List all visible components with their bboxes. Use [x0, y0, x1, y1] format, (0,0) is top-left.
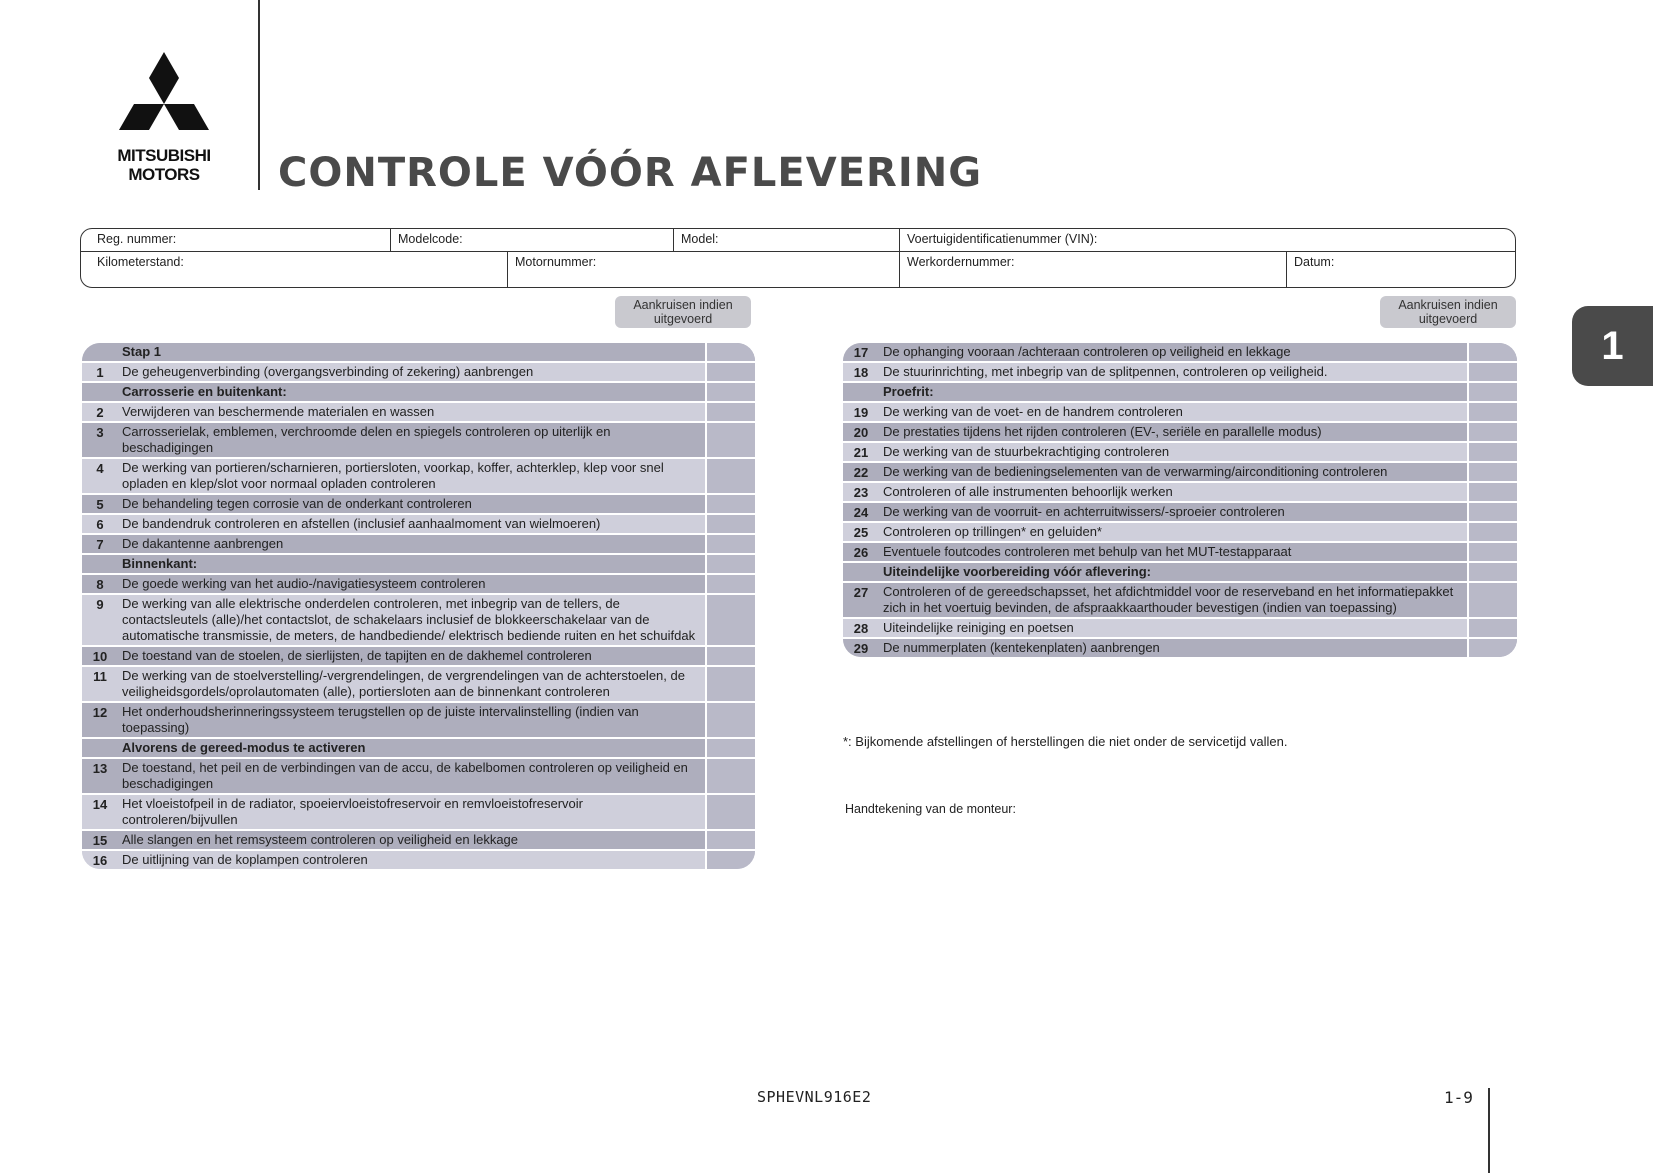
- checklist-item-text: Verwijderen van beschermende materialen en wassen: [122, 404, 435, 419]
- done-checkbox[interactable]: [705, 595, 755, 645]
- checklist-item-text: De bandendruk controleren en afstellen (inclusief aanhaalmoment van wielmoeren): [122, 516, 601, 531]
- checklist-item-text: Eventuele foutcodes controleren met behulp van het MUT-testapparaat: [883, 544, 1292, 559]
- model-code-field[interactable]: Modelcode:: [398, 232, 463, 246]
- done-checkbox[interactable]: [705, 647, 755, 665]
- done-checkbox[interactable]: [705, 831, 755, 849]
- brand-line1: MITSUBISHI: [117, 146, 211, 165]
- chapter-tab[interactable]: [1572, 306, 1653, 386]
- checklist-item-text: De werking van de bedieningselementen van de verwarming/airconditioning controleren: [883, 464, 1388, 479]
- done-checkbox[interactable]: [705, 423, 755, 457]
- signature-label: Handtekening van de monteur:: [845, 802, 1016, 816]
- mitsubishi-logo: [114, 52, 214, 184]
- done-checkbox[interactable]: [1467, 619, 1517, 637]
- checklist-item-text: De prestaties tijdens het rijden controleren (EV-, seriële en parallelle modus): [883, 424, 1322, 439]
- section-title: Proefrit:: [883, 384, 934, 399]
- checkbox-header-line2: uitgevoerd: [1418, 312, 1478, 326]
- chapter-number: 1: [1601, 323, 1624, 368]
- brand-line2: MOTORS: [128, 165, 200, 184]
- form-col-divider: [1286, 251, 1287, 287]
- done-checkbox: [1467, 383, 1517, 401]
- checklist-item-text: De behandeling tegen corrosie van de onderkant controleren: [122, 496, 472, 511]
- header-divider: [258, 0, 260, 190]
- checklist-item-text: De werking van de voet- en de handrem controleren: [883, 404, 1183, 419]
- checklist-row: [843, 443, 1517, 463]
- document-code: SPHEVNL916E2: [757, 1088, 872, 1106]
- checklist-row: [843, 403, 1517, 423]
- done-checkbox[interactable]: [705, 495, 755, 513]
- done-checkbox[interactable]: [1467, 523, 1517, 541]
- checkbox-header-line1: Aankruisen indien: [633, 298, 733, 312]
- checklist-row: [843, 639, 1517, 657]
- row-number: 12: [92, 705, 108, 720]
- checklist-row: [82, 423, 755, 459]
- done-checkbox[interactable]: [705, 363, 755, 381]
- row-number: 3: [96, 425, 104, 440]
- row-number: [843, 563, 879, 581]
- three-diamonds-icon: [116, 52, 212, 142]
- done-checkbox[interactable]: [1467, 343, 1517, 361]
- checklist-row: [82, 667, 755, 703]
- checklist-row: [843, 543, 1517, 563]
- done-checkbox: [705, 343, 755, 361]
- done-checkbox[interactable]: [705, 575, 755, 593]
- checklist-item-text: De werking van de stoelverstelling/-vergrendelingen, de vergrendelingen van de achterstoelen, de veiligheidsgordels/oprolautomaten (alle), portiersloten aan de binnenkant controleren: [122, 668, 685, 699]
- row-number: 25: [853, 525, 869, 540]
- checklist-row: [843, 523, 1517, 543]
- checklist-item-text: Het vloeistofpeil in de radiator, spoeiervloeistofreservoir en remvloeistofreservoir controleren/bijvullen: [122, 796, 583, 827]
- checklist-item-text: De uitlijning van de koplampen controleren: [122, 852, 368, 867]
- work-order-field[interactable]: Werkordernummer:: [907, 255, 1015, 269]
- done-checkbox[interactable]: [1467, 443, 1517, 461]
- form-col-divider: [899, 229, 900, 287]
- row-number: 20: [853, 425, 869, 440]
- form-col-divider: [673, 229, 674, 251]
- section-title: Binnenkant:: [122, 556, 198, 571]
- checklist-item-text: Het onderhoudsherinneringssysteem terugstellen op de juiste intervalinstelling (indien van toepassing): [122, 704, 639, 735]
- done-checkbox[interactable]: [1467, 503, 1517, 521]
- row-number: [82, 383, 118, 401]
- checklist-item-text: De nummerplaten (kentekenplaten) aanbrengen: [883, 640, 1160, 655]
- checklist-row: [843, 463, 1517, 483]
- done-checkbox[interactable]: [1467, 483, 1517, 501]
- row-number: 11: [93, 669, 107, 684]
- checklist-row: [843, 503, 1517, 523]
- checklist-item-text: Uiteindelijke reiniging en poetsen: [883, 620, 1074, 635]
- checklist-row: [843, 423, 1517, 443]
- row-number: [82, 555, 118, 573]
- row-number: 1: [96, 365, 104, 380]
- checklist-table-left: [82, 343, 755, 869]
- checklist-row: [82, 495, 755, 515]
- row-number: 22: [853, 465, 869, 480]
- done-checkbox[interactable]: [1467, 543, 1517, 561]
- checklist-item-text: De geheugenverbinding (overgangsverbinding of zekering) aanbrengen: [122, 364, 534, 379]
- row-number: 18: [853, 365, 869, 380]
- row-number: 6: [96, 517, 104, 532]
- checklist-row: [82, 831, 755, 851]
- section-heading-row: [82, 739, 755, 759]
- done-checkbox[interactable]: [1467, 423, 1517, 441]
- reg-number-field[interactable]: Reg. nummer:: [97, 232, 177, 246]
- row-number: 10: [92, 649, 108, 664]
- row-number: 15: [92, 833, 108, 848]
- done-checkbox[interactable]: [1467, 363, 1517, 381]
- checklist-row: [82, 795, 755, 831]
- checkbox-header-right: [1380, 296, 1516, 328]
- checklist-row: [82, 575, 755, 595]
- checklist-row: [843, 343, 1517, 363]
- checklist-item-text: De werking van portieren/scharnieren, portiersloten, voorkap, koffer, achterklep, klep voor snel opladen en klep/slot voor normaal opladen controleren: [122, 460, 664, 491]
- date-field[interactable]: Datum:: [1294, 255, 1335, 269]
- form-col-divider: [507, 251, 508, 287]
- row-number: 7: [96, 537, 104, 552]
- vin-field[interactable]: Voertuigidentificatienummer (VIN):: [907, 232, 1098, 246]
- row-number: 26: [853, 545, 869, 560]
- row-number: 9: [96, 597, 104, 612]
- model-field[interactable]: Model:: [681, 232, 719, 246]
- checklist-item-text: De stuurinrichting, met inbegrip van de splitpennen, controleren op veiligheid.: [883, 364, 1328, 379]
- page-number: 1-9: [1444, 1088, 1473, 1107]
- checklist-row: [82, 459, 755, 495]
- checklist-row: [82, 759, 755, 795]
- done-checkbox[interactable]: [705, 703, 755, 737]
- done-checkbox[interactable]: [1467, 639, 1517, 657]
- done-checkbox[interactable]: [705, 795, 755, 829]
- row-number: 8: [96, 577, 104, 592]
- done-checkbox[interactable]: [1467, 463, 1517, 481]
- done-checkbox[interactable]: [705, 667, 755, 701]
- checklist-item-text: De toestand van de stoelen, de sierlijsten, de tapijten en de dakhemel controleren: [122, 648, 592, 663]
- checklist-item-text: De werking van alle elektrische onderdelen controleren, met inbegrip van de tellers, de contactsleutels (alle)/het contactslot, de schakelaars inclusief de blokkeerschakelaar van de automatische transmissie, de meters, de handbediende/ elektrisch bediende ruiten en het schuifdak: [122, 596, 696, 643]
- checklist-item-text: De dakantenne aanbrengen: [122, 536, 284, 551]
- checklist-item-text: De ophanging vooraan /achteraan controleren op veiligheid en lekkage: [883, 344, 1291, 359]
- done-checkbox[interactable]: [705, 515, 755, 533]
- checkbox-header-line2: uitgevoerd: [653, 312, 713, 326]
- vehicle-info-form: [80, 228, 1516, 288]
- checklist-row: [82, 403, 755, 423]
- checkbox-header-line1: Aankruisen indien: [1398, 298, 1498, 312]
- row-number: 24: [853, 505, 869, 520]
- section-heading-row: [843, 563, 1517, 583]
- section-title: Alvorens de gereed-modus te activeren: [122, 740, 366, 755]
- checklist-row: [843, 619, 1517, 639]
- row-number: [82, 343, 118, 361]
- section-heading-row: [82, 343, 755, 363]
- row-number: 17: [853, 345, 869, 360]
- checklist-item-text: Controleren op trillingen* en geluiden*: [883, 524, 1102, 539]
- checklist-item-text: Controleren of de gereedschapsset, het afdichtmiddel voor de reserveband en het informatiepakket zich in het voertuig bevinden, de afspraakkaarthouder bevestigen (indien van toepassing): [883, 584, 1454, 615]
- section-heading-row: [843, 383, 1517, 403]
- row-number: 2: [96, 405, 104, 420]
- done-checkbox[interactable]: [705, 851, 755, 869]
- checklist-item-text: Carrosserielak, emblemen, verchroomde delen en spiegels controleren op uiterlijk en beschadigingen: [122, 424, 611, 455]
- row-number: 21: [853, 445, 869, 460]
- row-number: 23: [853, 485, 869, 500]
- checklist-row: [82, 703, 755, 739]
- done-checkbox[interactable]: [705, 759, 755, 793]
- checklist-item-text: Alle slangen en het remsysteem controleren op veiligheid en lekkage: [122, 832, 519, 847]
- row-number: 29: [853, 641, 869, 656]
- done-checkbox: [1467, 563, 1517, 581]
- row-number: 14: [92, 797, 108, 812]
- row-number: 28: [853, 621, 869, 636]
- section-title: Carrosserie en buitenkant:: [122, 384, 287, 399]
- done-checkbox: [705, 555, 755, 573]
- section-heading-row: [82, 555, 755, 575]
- checklist-item-text: De werking van de stuurbekrachtiging controleren: [883, 444, 1170, 459]
- done-checkbox[interactable]: [1467, 403, 1517, 421]
- form-col-divider: [390, 229, 391, 251]
- row-number: 27: [853, 585, 869, 600]
- checklist-row: [82, 515, 755, 535]
- section-heading-row: [82, 383, 755, 403]
- checklist-row: [843, 583, 1517, 619]
- checklist-row: [843, 483, 1517, 503]
- done-checkbox[interactable]: [705, 535, 755, 553]
- checklist-item-text: De goede werking van het audio-/navigatiesysteem controleren: [122, 576, 486, 591]
- page-title: CONTROLE VÓÓR AFLEVERING: [278, 150, 983, 196]
- checklist-row: [82, 851, 755, 869]
- footnote: *: Bijkomende afstellingen of herstellingen die niet onder de servicetijd vallen.: [843, 734, 1288, 749]
- row-number: [843, 383, 879, 401]
- row-number: 4: [96, 461, 104, 476]
- engine-number-field[interactable]: Motornummer:: [515, 255, 597, 269]
- done-checkbox: [705, 383, 755, 401]
- row-number: 13: [92, 761, 108, 776]
- checklist-row: [82, 647, 755, 667]
- done-checkbox: [705, 739, 755, 757]
- checklist-item-text: Controleren of alle instrumenten behoorlijk werken: [883, 484, 1173, 499]
- row-number: 19: [853, 405, 869, 420]
- checkbox-header-left: [615, 296, 751, 328]
- row-number: 16: [92, 853, 108, 868]
- done-checkbox[interactable]: [705, 403, 755, 421]
- row-number: [82, 739, 118, 757]
- checklist-row: [82, 535, 755, 555]
- section-title: Stap 1: [122, 344, 162, 359]
- row-number: 5: [96, 497, 104, 512]
- checklist-table-right: [843, 343, 1517, 657]
- checklist-row: [82, 595, 755, 647]
- checklist-row: [843, 363, 1517, 383]
- done-checkbox[interactable]: [705, 459, 755, 493]
- mileage-field[interactable]: Kilometerstand:: [97, 255, 184, 269]
- footer-divider: [1488, 1088, 1490, 1173]
- done-checkbox[interactable]: [1467, 583, 1517, 617]
- section-title: Uiteindelijke voorbereiding vóór aflevering:: [883, 564, 1152, 579]
- checklist-item-text: De werking van de voorruit- en achterruitwissers/-sproeier controleren: [883, 504, 1285, 519]
- checklist-item-text: De toestand, het peil en de verbindingen van de accu, de kabelbomen controleren op veiligheid en beschadigingen: [122, 760, 688, 791]
- checklist-row: [82, 363, 755, 383]
